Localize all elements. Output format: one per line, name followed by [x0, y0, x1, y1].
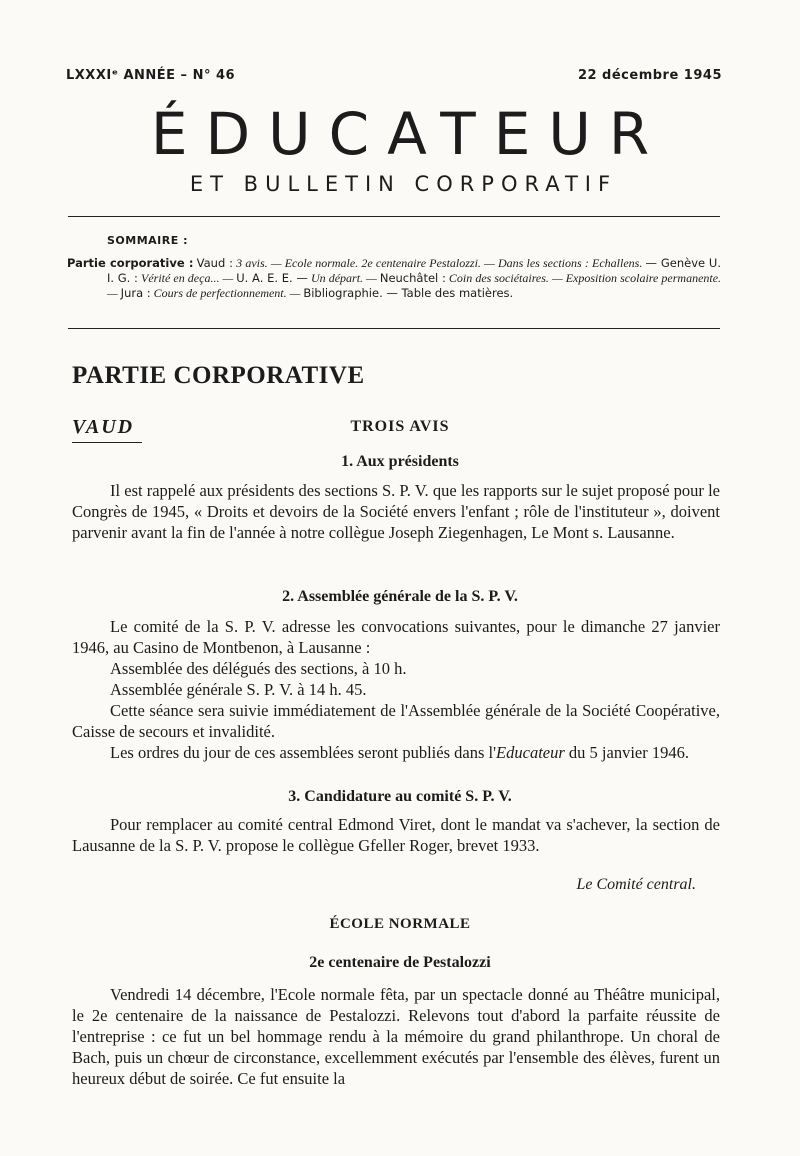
avis1-text: Il est rappelé aux présidents des sections S. P. V. que les rapports sur le sujet proposé pour le Congrès de 1945, « Droits et devoirs de la Société envers l'enfant ; rôle de l'instituteur », doivent parvenir avant la fin de l'année à notre collègue Joseph Ziegenhagen, Le Mont s. Lausanne. [72, 481, 720, 542]
sommaire-geneve-text: Vérité en deça... — [141, 271, 234, 285]
avis1-heading: 1. Aux présidents [341, 453, 459, 470]
avis1-body [72, 480, 720, 543]
sommaire-jura: Jura : [120, 286, 151, 300]
sommaire-vaud-text: 3 avis. — Ecole normale. 2e centenaire Pestalozzi. — Dans les sections : Echallens. [236, 256, 643, 270]
ecole-body [72, 984, 720, 1089]
sommaire-neuchatel: Neuchâtel : [379, 271, 446, 285]
avis3-signature: Le Comité central. [576, 876, 696, 893]
ecole-text: Vendredi 14 décembre, l'Ecole normale fêta, par un spectacle donné au Théâtre municipal, le 2e centenaire de la naissance de Pestalozzi. Relevons tout d'abord la parfaite réussite de l'entreprise : ce fut un bel hommage rendu à la mémoire du grand philanthrope. Un choral de Bach, puis un chœur de circonstance, excellemment exécutés par l'ensemble des élèves, furent un heureux début de soirée. Ce fut ensuite la [72, 985, 720, 1088]
sommaire-uaee-text: Un départ. — [310, 271, 377, 285]
sommaire-uaee: U. A. E. E. — [236, 271, 308, 285]
avis2-p3b: du 5 janvier 1946. [564, 743, 689, 762]
ecole-subheading: 2e centenaire de Pestalozzi [309, 954, 491, 971]
avis2-p1: Le comité de la S. P. V. adresse les convocations suivantes, pour le dimanche 27 janvier 1946, au Casino de Montbenon, à Lausanne : [72, 617, 720, 657]
avis2-p3a: Les ordres du jour de ces assemblées seront publiés dans l' [110, 743, 497, 762]
journal-title: ÉDUCATEUR [150, 100, 668, 168]
sommaire-geneve: — Genève U. I. G. : [107, 256, 722, 285]
avis2-p3 [72, 742, 720, 763]
section-title: PARTIE CORPORATIVE [72, 362, 365, 389]
region-heading: VAUD [72, 416, 142, 443]
avis2-line1: Assemblée des délégués des sections, à 10 h. [110, 659, 407, 678]
avis3-heading: 3. Candidature au comité S. P. V. [288, 788, 512, 805]
sommaire-lead: Partie corporative : [67, 256, 194, 270]
sommaire-label: SOMMAIRE : [107, 234, 188, 247]
journal-subtitle: ET BULLETIN CORPORATIF [189, 172, 618, 196]
issue-number: LXXXIᵉ ANNÉE – N° 46 [66, 68, 236, 83]
avis2-heading: 2. Assemblée générale de la S. P. V. [282, 588, 518, 605]
ecole-title: ÉCOLE NORMALE [329, 916, 471, 932]
sommaire-neuchatel-text: Coin des sociétaires. — Exposition scolaire permanente. — [107, 271, 722, 300]
avis2-line2: Assemblée générale S. P. V. à 14 h. 45. [110, 680, 367, 699]
sommaire-vaud: Vaud : [196, 256, 233, 270]
sommaire-rule [68, 328, 720, 329]
avis2-p3-italic: Educateur [496, 743, 565, 762]
article-title: TROIS AVIS [350, 418, 450, 435]
header-rule [68, 216, 720, 217]
avis2-p2: Cette séance sera suivie immédiatement de l'Assemblée générale de la Société Coopérative, Caisse de secours et invalidité. [72, 701, 720, 741]
avis3-text: Pour remplacer au comité central Edmond Viret, dont le mandat va s'achever, la section de Lausanne de la S. P. V. propose le collègue Gfeller Roger, brevet 1933. [72, 815, 720, 855]
sommaire-contents [67, 256, 722, 301]
avis3-body [72, 814, 720, 856]
sommaire-biblio: Bibliographie. — Table des matières. [303, 286, 514, 300]
avis2-body [72, 616, 720, 763]
sommaire-jura-text: Cours de perfectionnement. — [153, 286, 301, 300]
issue-date: 22 décembre 1945 [577, 68, 722, 83]
